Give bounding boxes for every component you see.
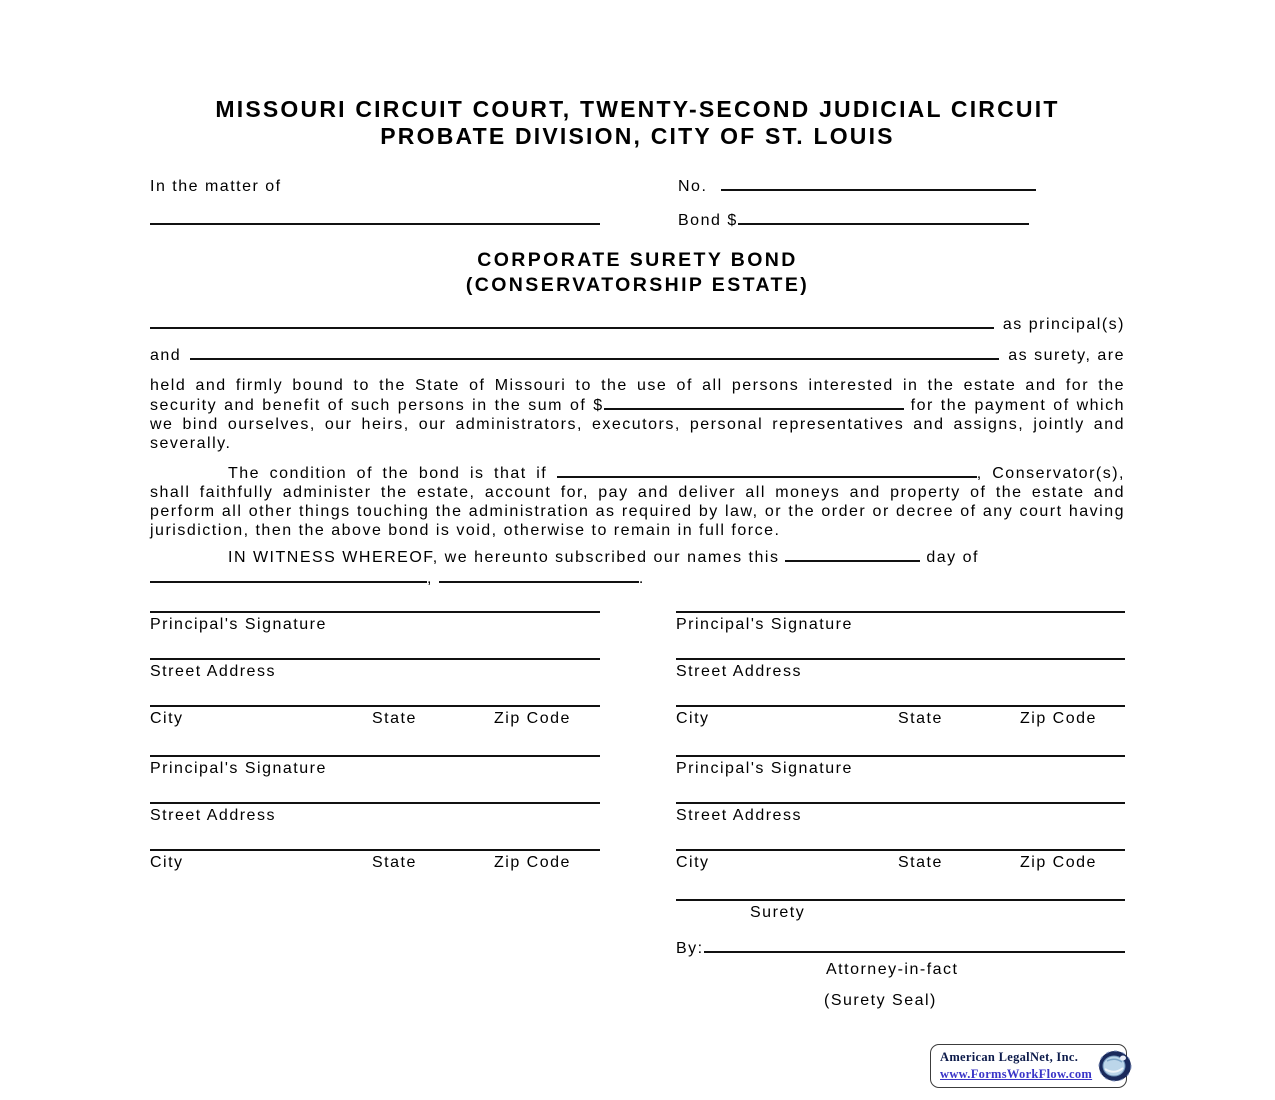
- bond-amount-blank: [738, 210, 1029, 225]
- court-title: [150, 0, 1125, 150]
- case-number-group: [678, 176, 1125, 196]
- right-signature-column: [676, 611, 1125, 1010]
- city-state-zip-labels: [676, 851, 1125, 875]
- principal-signature-label: Principal's Signature: [676, 616, 853, 633]
- court-title-line2: PROBATE DIVISION, CITY OF ST. LOUIS: [380, 123, 895, 149]
- by-label: By:: [676, 940, 704, 957]
- bound-text-after-sum: for the payment of which we bind ourselves, our heirs, our administrators, executors, personal representatives and assigns, jointly and severally.: [150, 397, 1126, 452]
- bound-text-before-sum: held and firmly bound to the State of Missouri to the use of all persons interested in the estate and for the security and benefit of such persons in the sum of $: [150, 377, 1125, 414]
- form-title-line1: CORPORATE SURETY BOND: [477, 249, 798, 271]
- year-blank: [439, 568, 639, 583]
- signature-section: [150, 611, 1125, 1010]
- month-blank: [150, 568, 427, 583]
- zip-code-label: Zip Code: [1020, 710, 1097, 727]
- surety-label: Surety: [750, 904, 806, 921]
- bond-amount-label: Bond $: [678, 212, 738, 229]
- city-state-zip-labels: [150, 707, 600, 731]
- matter-name-blank: [150, 210, 600, 225]
- day-of-label: day of: [926, 549, 979, 566]
- case-number-label: No.: [678, 178, 708, 195]
- as-surety-label: as surety, are: [1008, 347, 1125, 364]
- condition-text-before-blank: The condition of the bond is that if: [228, 465, 548, 482]
- attorney-in-fact-blank: [704, 938, 1125, 953]
- street-address-label: Street Address: [150, 807, 276, 824]
- caption-row-matter: [150, 176, 1125, 198]
- badge-text: [940, 1050, 1092, 1083]
- street-address-label: Street Address: [676, 807, 802, 824]
- zip-code-label: Zip Code: [1020, 854, 1097, 871]
- street-address-block-3: [676, 658, 1125, 681]
- principal-signature-block-4: [676, 755, 1125, 778]
- surety-seal-label: (Surety Seal): [824, 992, 937, 1009]
- principal-signature-block-1: [150, 611, 600, 634]
- company-name: American LegalNet, Inc.: [940, 1049, 1079, 1064]
- zip-code-label: Zip Code: [494, 710, 571, 727]
- surety-name-blank: [190, 345, 999, 360]
- city-label: City: [676, 854, 710, 871]
- form-title: [150, 248, 1125, 298]
- in-the-matter-of-label: In the matter of: [150, 178, 282, 195]
- city-state-zip-block-4: [676, 849, 1125, 875]
- principal-signature-block-3: [676, 611, 1125, 634]
- principal-name-blank: [150, 314, 994, 329]
- formsworkflow-link[interactable]: www.FormsWorkFlow.com: [940, 1066, 1093, 1081]
- surety-name-row: [150, 345, 1125, 367]
- left-signature-column: [150, 611, 600, 1010]
- condition-paragraph: [150, 463, 1125, 540]
- street-address-block-4: [676, 802, 1125, 825]
- principal-signature-label: Principal's Signature: [150, 760, 327, 777]
- by-row: [676, 938, 1125, 958]
- day-blank: [785, 547, 920, 562]
- witness-text: IN WITNESS WHEREOF, we hereunto subscribed our names this: [228, 549, 780, 566]
- street-address-block-2: [150, 802, 600, 825]
- principal-name-row: [150, 314, 1125, 336]
- form-title-line2: (CONSERVATORSHIP ESTATE): [465, 274, 810, 296]
- sum-amount-blank: [604, 395, 904, 410]
- city-state-zip-block-2: [150, 849, 600, 875]
- bound-paragraph: [150, 376, 1125, 453]
- principal-signature-label: Principal's Signature: [150, 616, 327, 633]
- attorney-in-fact-label: Attorney-in-fact: [826, 961, 959, 978]
- zip-code-label: Zip Code: [494, 854, 571, 871]
- matter-name-group: [150, 210, 678, 230]
- american-legalnet-badge: [930, 1044, 1127, 1088]
- street-address-label: Street Address: [150, 663, 276, 680]
- bond-amount-group: [678, 210, 1125, 230]
- witness-period: .: [638, 570, 645, 587]
- case-number-blank: [721, 176, 1036, 191]
- city-state-zip-labels: [676, 707, 1125, 731]
- city-state-zip-block-1: [150, 705, 600, 731]
- city-label: City: [676, 710, 710, 727]
- principal-signature-block-2: [150, 755, 600, 778]
- city-label: City: [150, 854, 184, 871]
- principal-signature-label: Principal's Signature: [676, 760, 853, 777]
- witness-comma: ,: [427, 570, 433, 587]
- and-label: and: [150, 347, 182, 364]
- street-address-block-1: [150, 658, 600, 681]
- conservator-name-blank: [557, 463, 977, 478]
- condition-text-after-blank: , Conservator(s), shall faithfully administer the estate, account for, pay and deliver all moneys and property of the estate and perform all other things touching the administration as required by law, or the order or decree of any court having jurisdiction, then the above bond is void, otherwise to remain in full force.: [150, 465, 1126, 539]
- as-principals-label: as principal(s): [1002, 316, 1125, 333]
- street-address-label: Street Address: [676, 663, 802, 680]
- city-state-zip-block-3: [676, 705, 1125, 731]
- state-label: State: [898, 854, 943, 871]
- witness-paragraph: [150, 547, 1125, 589]
- city-label: City: [150, 710, 184, 727]
- american-legalnet-logo-icon: [1097, 1049, 1133, 1083]
- caption-row-bond: [150, 210, 1125, 232]
- court-title-line1: MISSOURI CIRCUIT COURT, TWENTY-SECOND JUDICIAL CIRCUIT: [215, 96, 1060, 122]
- surety-block: [676, 899, 1125, 922]
- form-content: [150, 0, 1125, 1010]
- state-label: State: [898, 710, 943, 727]
- city-state-zip-labels: [150, 851, 600, 875]
- state-label: State: [372, 854, 417, 871]
- state-label: State: [372, 710, 417, 727]
